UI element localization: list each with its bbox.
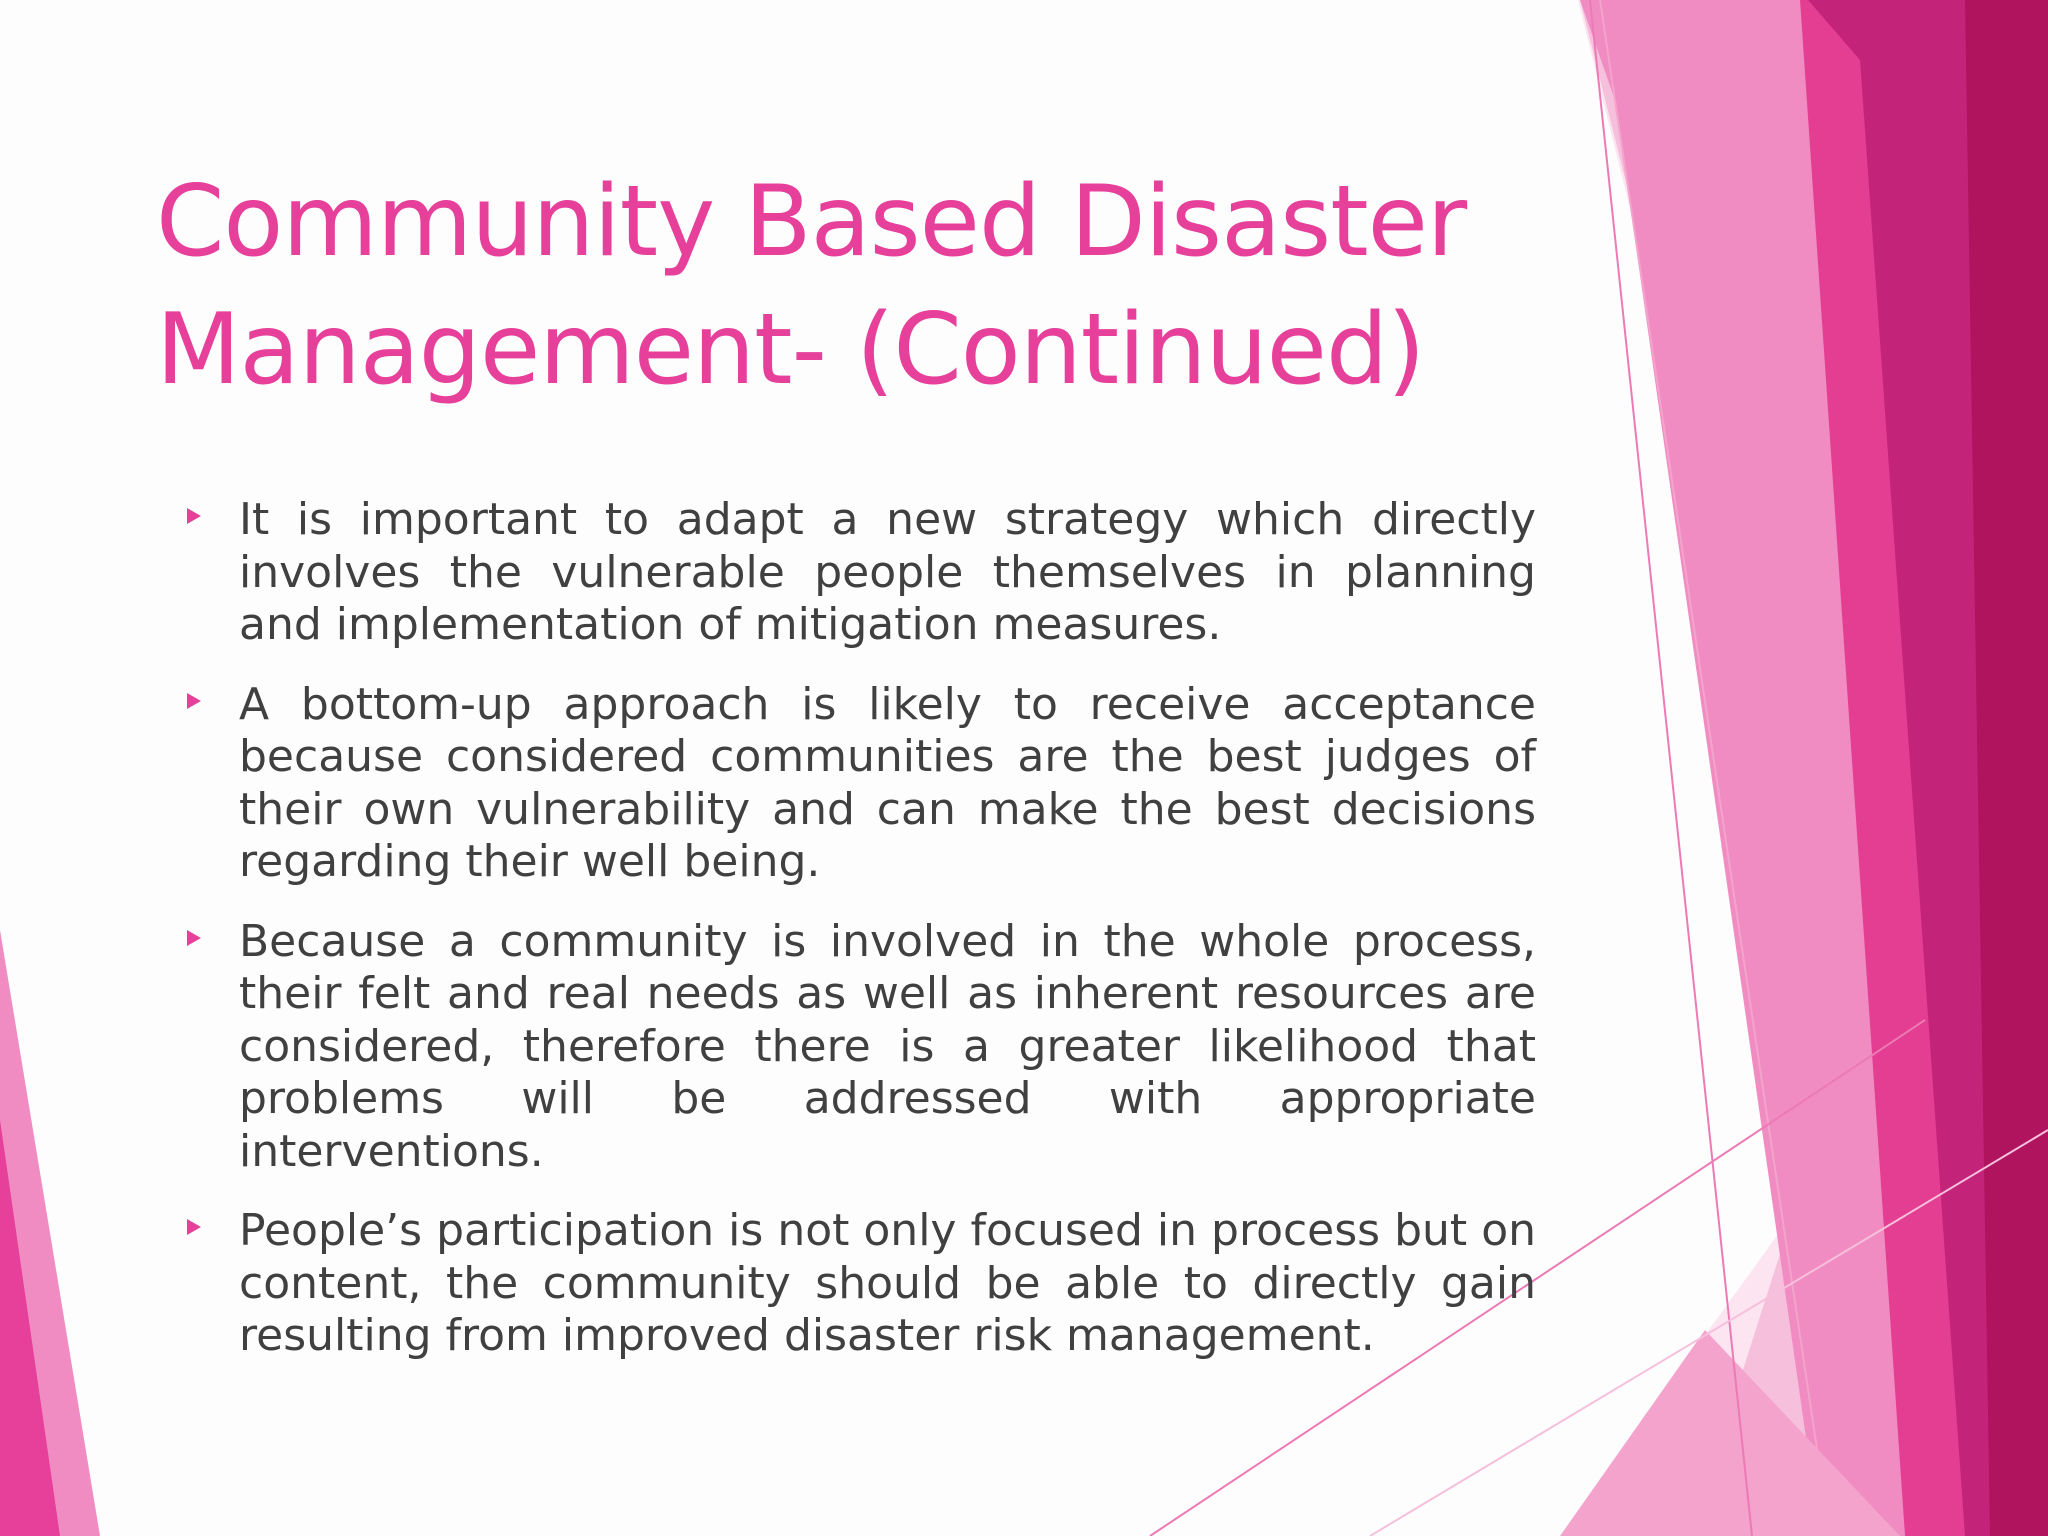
bullet-item: [180, 494, 1536, 652]
slide-title: [156, 158, 1556, 414]
title-line-1: Community Based Disaster: [156, 165, 1467, 279]
triangle-right-icon: [187, 930, 201, 946]
bullet-item: [180, 1205, 1536, 1363]
bullet-item: [180, 916, 1536, 1179]
bullet-item: [180, 679, 1536, 889]
triangle-right-icon: [187, 1219, 201, 1235]
bullet-text: People’s participation is not only focused in process but on content, the community should be able to directly gain resulting from improved disaster risk management.: [239, 1205, 1536, 1361]
bullet-text: Because a community is involved in the whole process, their felt and real needs as well as inherent resources are considered, therefore there is a greater likelihood that problems will be addressed with appropriate interventions.: [239, 915, 1536, 1177]
bullet-list: [180, 494, 1536, 1390]
bullet-text: It is important to adapt a new strategy which directly involves the vulnerable people themselves in planning and implementation of mitigation measures.: [239, 494, 1536, 650]
triangle-right-icon: [187, 693, 201, 709]
bullet-text: A bottom-up approach is likely to receive acceptance because considered communities are the best judges of their own vulnerability and can make the best decisions regarding their well being.: [239, 678, 1536, 887]
triangle-right-icon: [187, 508, 201, 524]
title-line-2: Management- (Continued): [156, 293, 1425, 407]
